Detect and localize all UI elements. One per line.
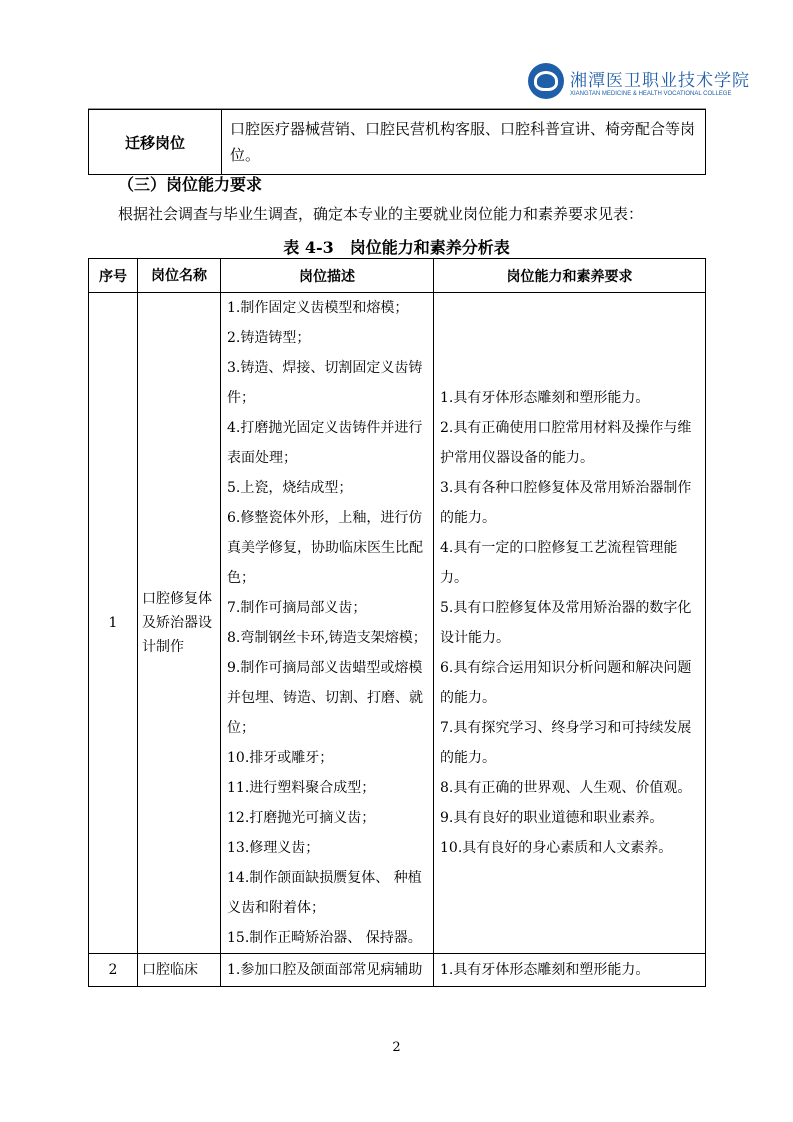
- header-no: 序号: [89, 259, 138, 293]
- college-seal-icon: [528, 63, 564, 99]
- position-name: 口腔临床: [138, 954, 221, 987]
- description-item: 15.制作正畸矫治器、 保持器。: [227, 930, 422, 946]
- description-item: 7.制作可摘局部义齿；: [227, 600, 367, 616]
- page-number: 2: [392, 1040, 401, 1055]
- table-header-row: [89, 259, 706, 293]
- description-item: 12.打磨抛光可摘义齿；: [227, 810, 376, 826]
- transfer-table: [88, 109, 706, 175]
- row-number: 1: [89, 293, 138, 954]
- description-item: 2.铸造铸型；: [227, 330, 311, 346]
- description-item: 5.上瓷，烧结成型；: [227, 480, 353, 496]
- ability-item: 2.具有正确使用口腔常用材料及操作与维护常用仪器设备的能力。: [440, 420, 692, 466]
- table-row: [89, 954, 706, 987]
- description-item: 9.制作可摘局部义齿蜡型或熔模并包埋、铸造、切割、打磨、就位；: [227, 660, 423, 736]
- description-item: 10.排牙或雕牙；: [227, 750, 334, 766]
- description-item: 6.修整瓷体外形，上釉，进行仿真美学修复，协助临床医生比配色；: [227, 510, 423, 586]
- description-item: 4.打磨抛光固定义齿铸件并进行表面处理；: [227, 420, 423, 466]
- position-description: [221, 954, 434, 987]
- ability-item: 3.具有各种口腔修复体及常用矫治器制作的能力。: [440, 480, 692, 526]
- position-name: 口腔修复体及矫治器设计制作: [138, 293, 221, 954]
- ability-requirements: [434, 293, 706, 954]
- ability-item: 4.具有一定的口腔修复工艺流程管理能力。: [440, 540, 678, 586]
- description-item: 1.制作固定义齿模型和熔模；: [227, 300, 409, 316]
- ability-requirements: [434, 954, 706, 987]
- description-item: 11.进行塑料聚合成型；: [227, 780, 376, 796]
- description-item: 1.参加口腔及颌面部常见病辅助: [227, 962, 423, 978]
- header-name: 岗位名称: [138, 259, 221, 293]
- ability-item: 10.具有良好的身心素质和人文素养。: [440, 840, 673, 856]
- ability-item: 6.具有综合运用知识分析问题和解决问题的能力。: [440, 660, 692, 706]
- college-logo: [528, 63, 750, 99]
- ability-item: 9.具有良好的职业道德和职业素养。: [440, 810, 664, 826]
- ability-item: 1.具有牙体形态雕刻和塑形能力。: [440, 962, 650, 978]
- description-item: 13.修理义齿；: [227, 840, 320, 856]
- header-desc: 岗位描述: [221, 259, 434, 293]
- position-description: [221, 293, 434, 954]
- college-name-cn: 湘潭医卫职业技术学院: [570, 70, 750, 91]
- transfer-value: 口腔医疗器械营销、口腔民营机构客服、口腔科普宣讲、椅旁配合等岗位。: [222, 110, 706, 175]
- description-item: 14.制作颌面缺损赝复体、 种植义齿和附着体；: [227, 870, 422, 916]
- ability-item: 1.具有牙体形态雕刻和塑形能力。: [440, 390, 650, 406]
- section-title: （三）岗位能力要求: [118, 175, 263, 194]
- ability-item: 5.具有口腔修复体及常用矫治器的数字化设计能力。: [440, 600, 692, 646]
- description-item: 8.弯制钢丝卡环,铸造支架熔模；: [227, 630, 427, 646]
- table-row: [89, 293, 706, 954]
- table-caption: 表 4-3 岗位能力和素养分析表: [283, 238, 510, 257]
- transfer-label: 迁移岗位: [89, 110, 222, 175]
- ability-table: [88, 258, 706, 987]
- ability-item: 7.具有探究学习、终身学习和可持续发展的能力。: [440, 720, 692, 766]
- intro-paragraph: 根据社会调查与毕业生调查，确定本专业的主要就业岗位能力和素养要求见表：: [118, 205, 644, 223]
- college-name-en: XIANGTAN MEDICINE & HEALTH VOCATIONAL COLLEGE: [570, 90, 732, 97]
- description-item: 3.铸造、焊接、切割固定义齿铸件；: [227, 360, 423, 406]
- ability-item: 8.具有正确的世界观、人生观、价值观。: [440, 780, 692, 796]
- header-abilities: 岗位能力和素养要求: [434, 259, 706, 293]
- row-number: 2: [89, 954, 138, 987]
